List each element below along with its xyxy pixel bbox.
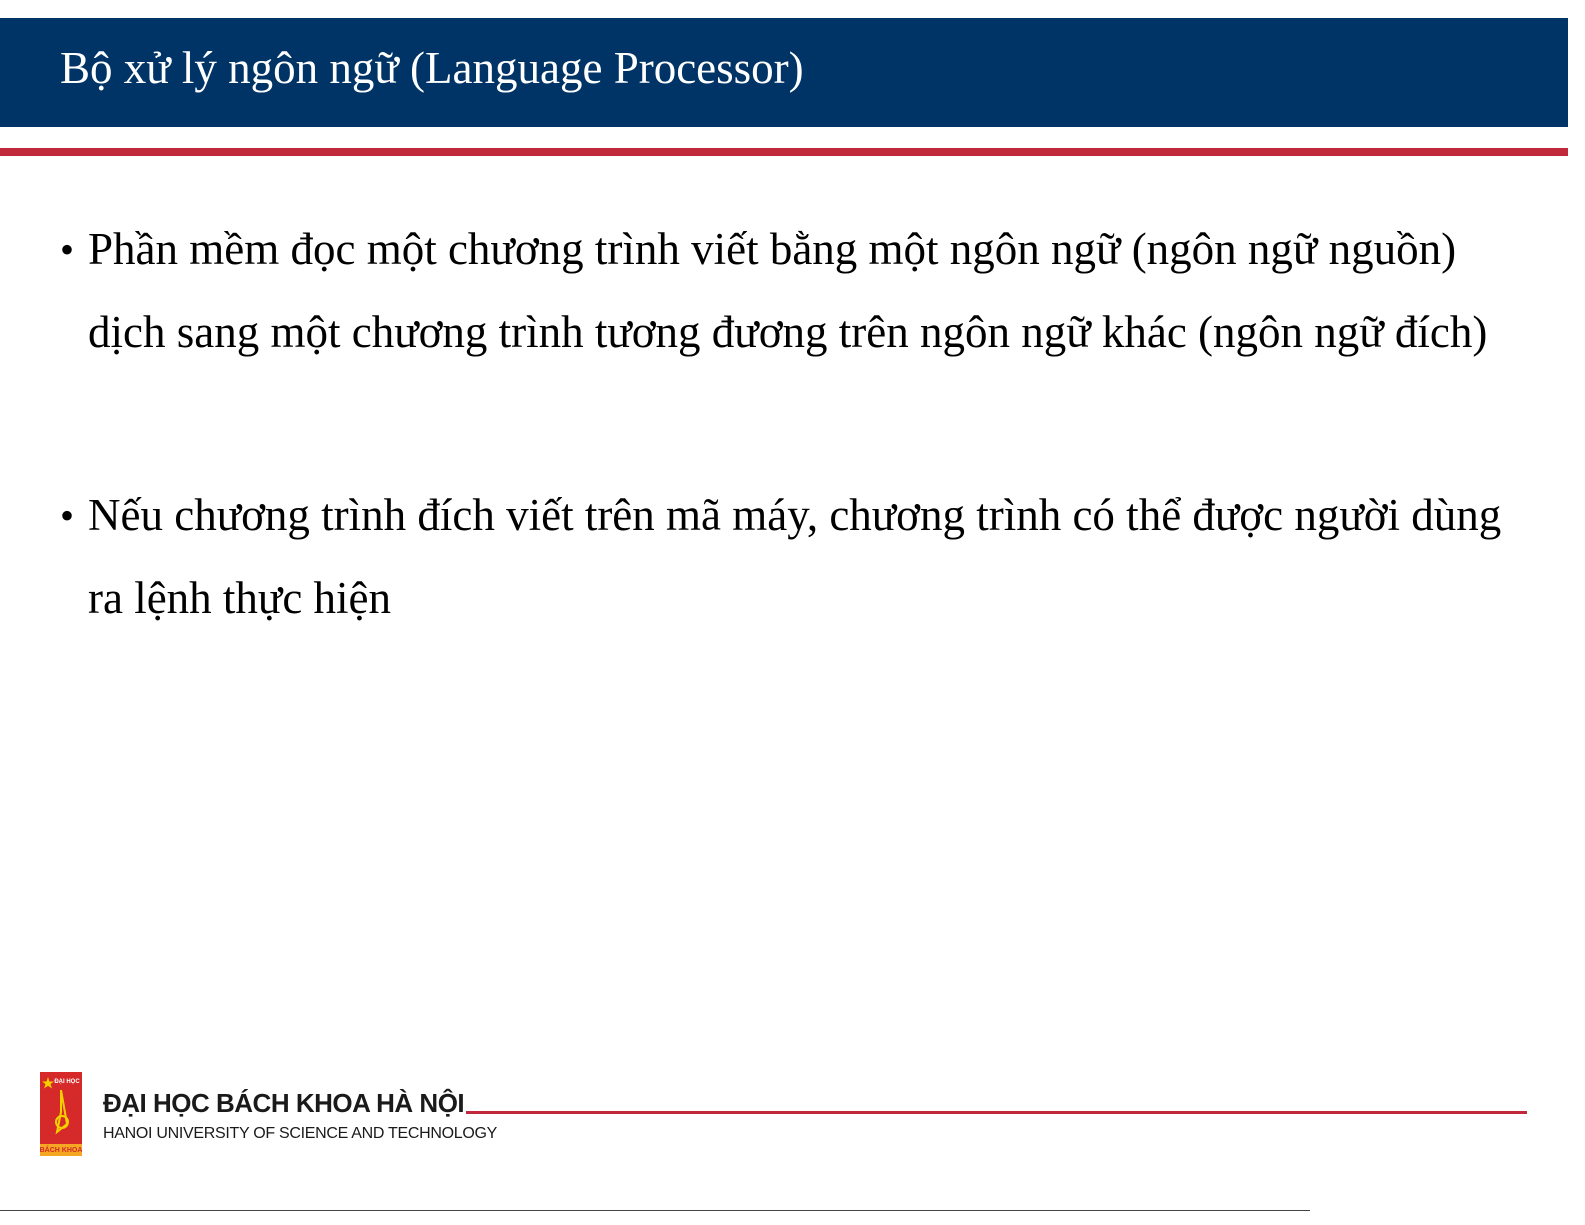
- bullet-dot-icon: •: [60, 227, 75, 272]
- bullet-dot-icon: •: [60, 493, 75, 538]
- svg-text:BÁCH KHOA: BÁCH KHOA: [40, 1147, 82, 1154]
- bottom-border: [0, 1210, 1310, 1211]
- svg-text:ĐẠI HỌC: ĐẠI HỌC: [54, 1079, 80, 1085]
- bullet-text: Nếu chương trình đích viết trên mã máy, chương trình có thể được người dùng ra lệnh thực hiện: [88, 490, 1502, 623]
- bullet-item: [60, 208, 1508, 374]
- bullet-item: [60, 474, 1508, 640]
- slide-title: Bộ xử lý ngôn ngữ (Language Processor): [60, 43, 804, 93]
- header-divider: [0, 148, 1568, 156]
- university-logo-icon: [40, 1072, 82, 1156]
- footer-divider: [466, 1111, 1527, 1114]
- university-name: ĐẠI HỌC BÁCH KHOA HÀ NỘI: [103, 1088, 465, 1118]
- university-name-en: HANOI UNIVERSITY OF SCIENCE AND TECHNOLOGY: [103, 1125, 497, 1142]
- bullet-text: Phần mềm đọc một chương trình viết bằng một ngôn ngữ (ngôn ngữ nguồn) dịch sang một chương trình tương đương trên ngôn ngữ khác (ngôn ngữ đích): [88, 224, 1488, 357]
